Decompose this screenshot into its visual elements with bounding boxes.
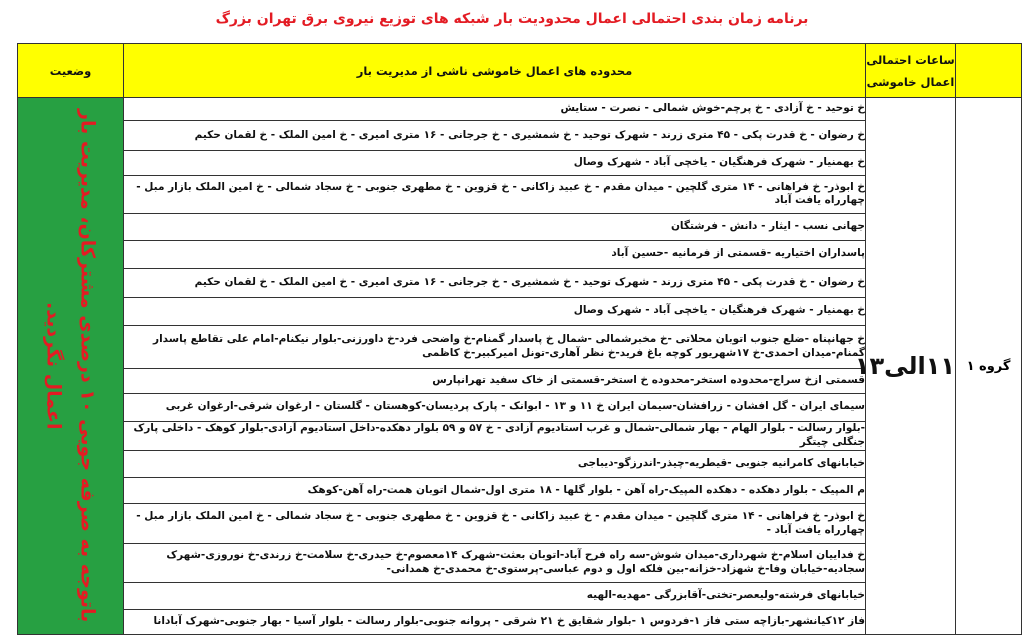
area-row: خ جهانپناه -ضلع جنوب اتوبان محلاتی -خ مخبرشمالی -شمال خ پاسدار گمنام-خ واضحی فرد-خ داورزنی-بلوار نیکنام-امام علی تقاطع پاسدار گمنام-میدان احمدی-خ ۱۷شهریور کوچه باغ فرید-خ نظر آهاری-تونل امیرکبیر-خ کاظمی — [124, 325, 866, 368]
status-cell — [18, 98, 124, 635]
area-row: خ رضوان - خ قدرت پکی - ۴۵ متری زرند - شهرک توحید - خ شمشیری - خ جرجانی - ۱۶ متری امیری - خ امین الملک - خ لقمان حکیم — [124, 120, 866, 150]
area-row: م المپیک - بلوار دهکده - دهکده المپیک-راه آهن - بلوار گلها - ۱۸ متری اول-شمال اتوبان همت-راه آهن-کوهک — [124, 477, 866, 504]
area-row: خ رضوان - خ قدرت پکی - ۴۵ متری زرند - شهرک توحید - خ شمشیری - خ جرجانی - ۱۶ متری امیری - خ امین الملک - خ لقمان حکیم — [124, 268, 866, 297]
area-row: خ ابوذر- خ فراهانی - ۱۴ متری گلچین - میدان مقدم - خ عبید زاکانی - خ قزوین - خ مطهری جنوبی - خ سجاد شمالی - خ امین الملک بازار مبل - چهارراه یافت آباد - — [124, 504, 866, 543]
area-row: پاسداران اختیاریه -قسمتی از فرمانیه -حسین آباد — [124, 240, 866, 268]
area-row: فاز ۱۲کیانشهر-بازاچه ستی فاز ۱-فردوس ۱ -بلوار شقایق خ ۲۱ شرقی - پروانه جنوبی-بلوار رسالت - بلوار آسیا - بهار جنوبی-شهرک آبادانا — [124, 609, 866, 634]
area-row: خیابانهای فرشته-ولیعصر-تختی-آقابزرگی -مهدیه-الهیه — [124, 583, 866, 610]
area-row: خ توحید - خ آزادی - خ پرچم-خوش شمالی - نصرت - ستایش — [124, 98, 866, 121]
area-row: سیمای ایران - گل افشان - زرافشان-سیمان ایران خ ۱۱ و ۱۳ - ابوانک - پارک پردیسان-کوهستان - گلستان - ارغوان شرقی-ارغوان غربی — [124, 393, 866, 421]
group-header-cell — [956, 44, 1022, 98]
page-title: برنامه زمان بندی احتمالی اعمال محدودیت بار شبکه های توزیع نیروی برق تهران بزرگ — [215, 11, 809, 27]
area-row: -بلوار رسالت - بلوار الهام - بهار شمالی-شمال و غرب استادیوم آزادی - خ ۵۷ و ۵۹ بلوار دهکده-داخل استادیوم آزادی-بلوار کوهک - داخلی پارک جنگلی چیتگر — [124, 421, 866, 450]
area-row: جهانی نسب - ایثار - دانش - فرشتگان — [124, 213, 866, 240]
area-header: محدوده های اعمال خاموشی ناشی از مدیریت بار — [124, 44, 866, 98]
group-label: گروه ۱ — [956, 98, 1022, 635]
time-header: ساعات احتمالی اعمال خاموشی — [866, 44, 956, 98]
schedule-table — [17, 43, 1022, 635]
status-header: وضعیت — [18, 44, 124, 98]
status-note: باتوجه به صرفه جویی ۱۰ درصدی مشترکان، مدیریت بار اعمال نگردید. — [42, 109, 99, 623]
area-row: قسمتی ازخ سراج-محدوده استخر-محدوده خ استخر-قسمتی از خاک سفید تهرانپارس — [124, 368, 866, 393]
area-row: خ بهمنیار - شهرک فرهنگیان - یاخچی آباد - شهرک وصال — [124, 150, 866, 175]
area-row: خ ابوذر- خ فراهانی - ۱۴ متری گلچین - میدان مقدم - خ عبید زاکانی - خ قزوین - خ مطهری جنوبی - خ سجاد شمالی - خ امین الملک بازار مبل - چهارراه یافت آباد — [124, 175, 866, 213]
area-row: خ فداییان اسلام-خ شهرداری-میدان شوش-سه راه فرح آباد-اتوبان بعثت-شهرک ۱۴معصوم-خ حیدری-خ سلامت-خ زرندی-خ نوروزی-شهرک سجادیه-خیابان وفا-خ شهزاد-خزانه-بین فلکه اول و دوم عباسی-پرستوی-خ محمدی-خ همدانی- — [124, 543, 866, 582]
area-row: خیابانهای کامرانیه جنوبی -قیطریه-چیذر-اندرزگو-دیباجی — [124, 450, 866, 477]
hours-range: ۱۱الی۱۳ — [866, 98, 956, 635]
area-row: خ بهمنیار - شهرک فرهنگیان - یاخچی آباد - شهرک وصال — [124, 297, 866, 325]
